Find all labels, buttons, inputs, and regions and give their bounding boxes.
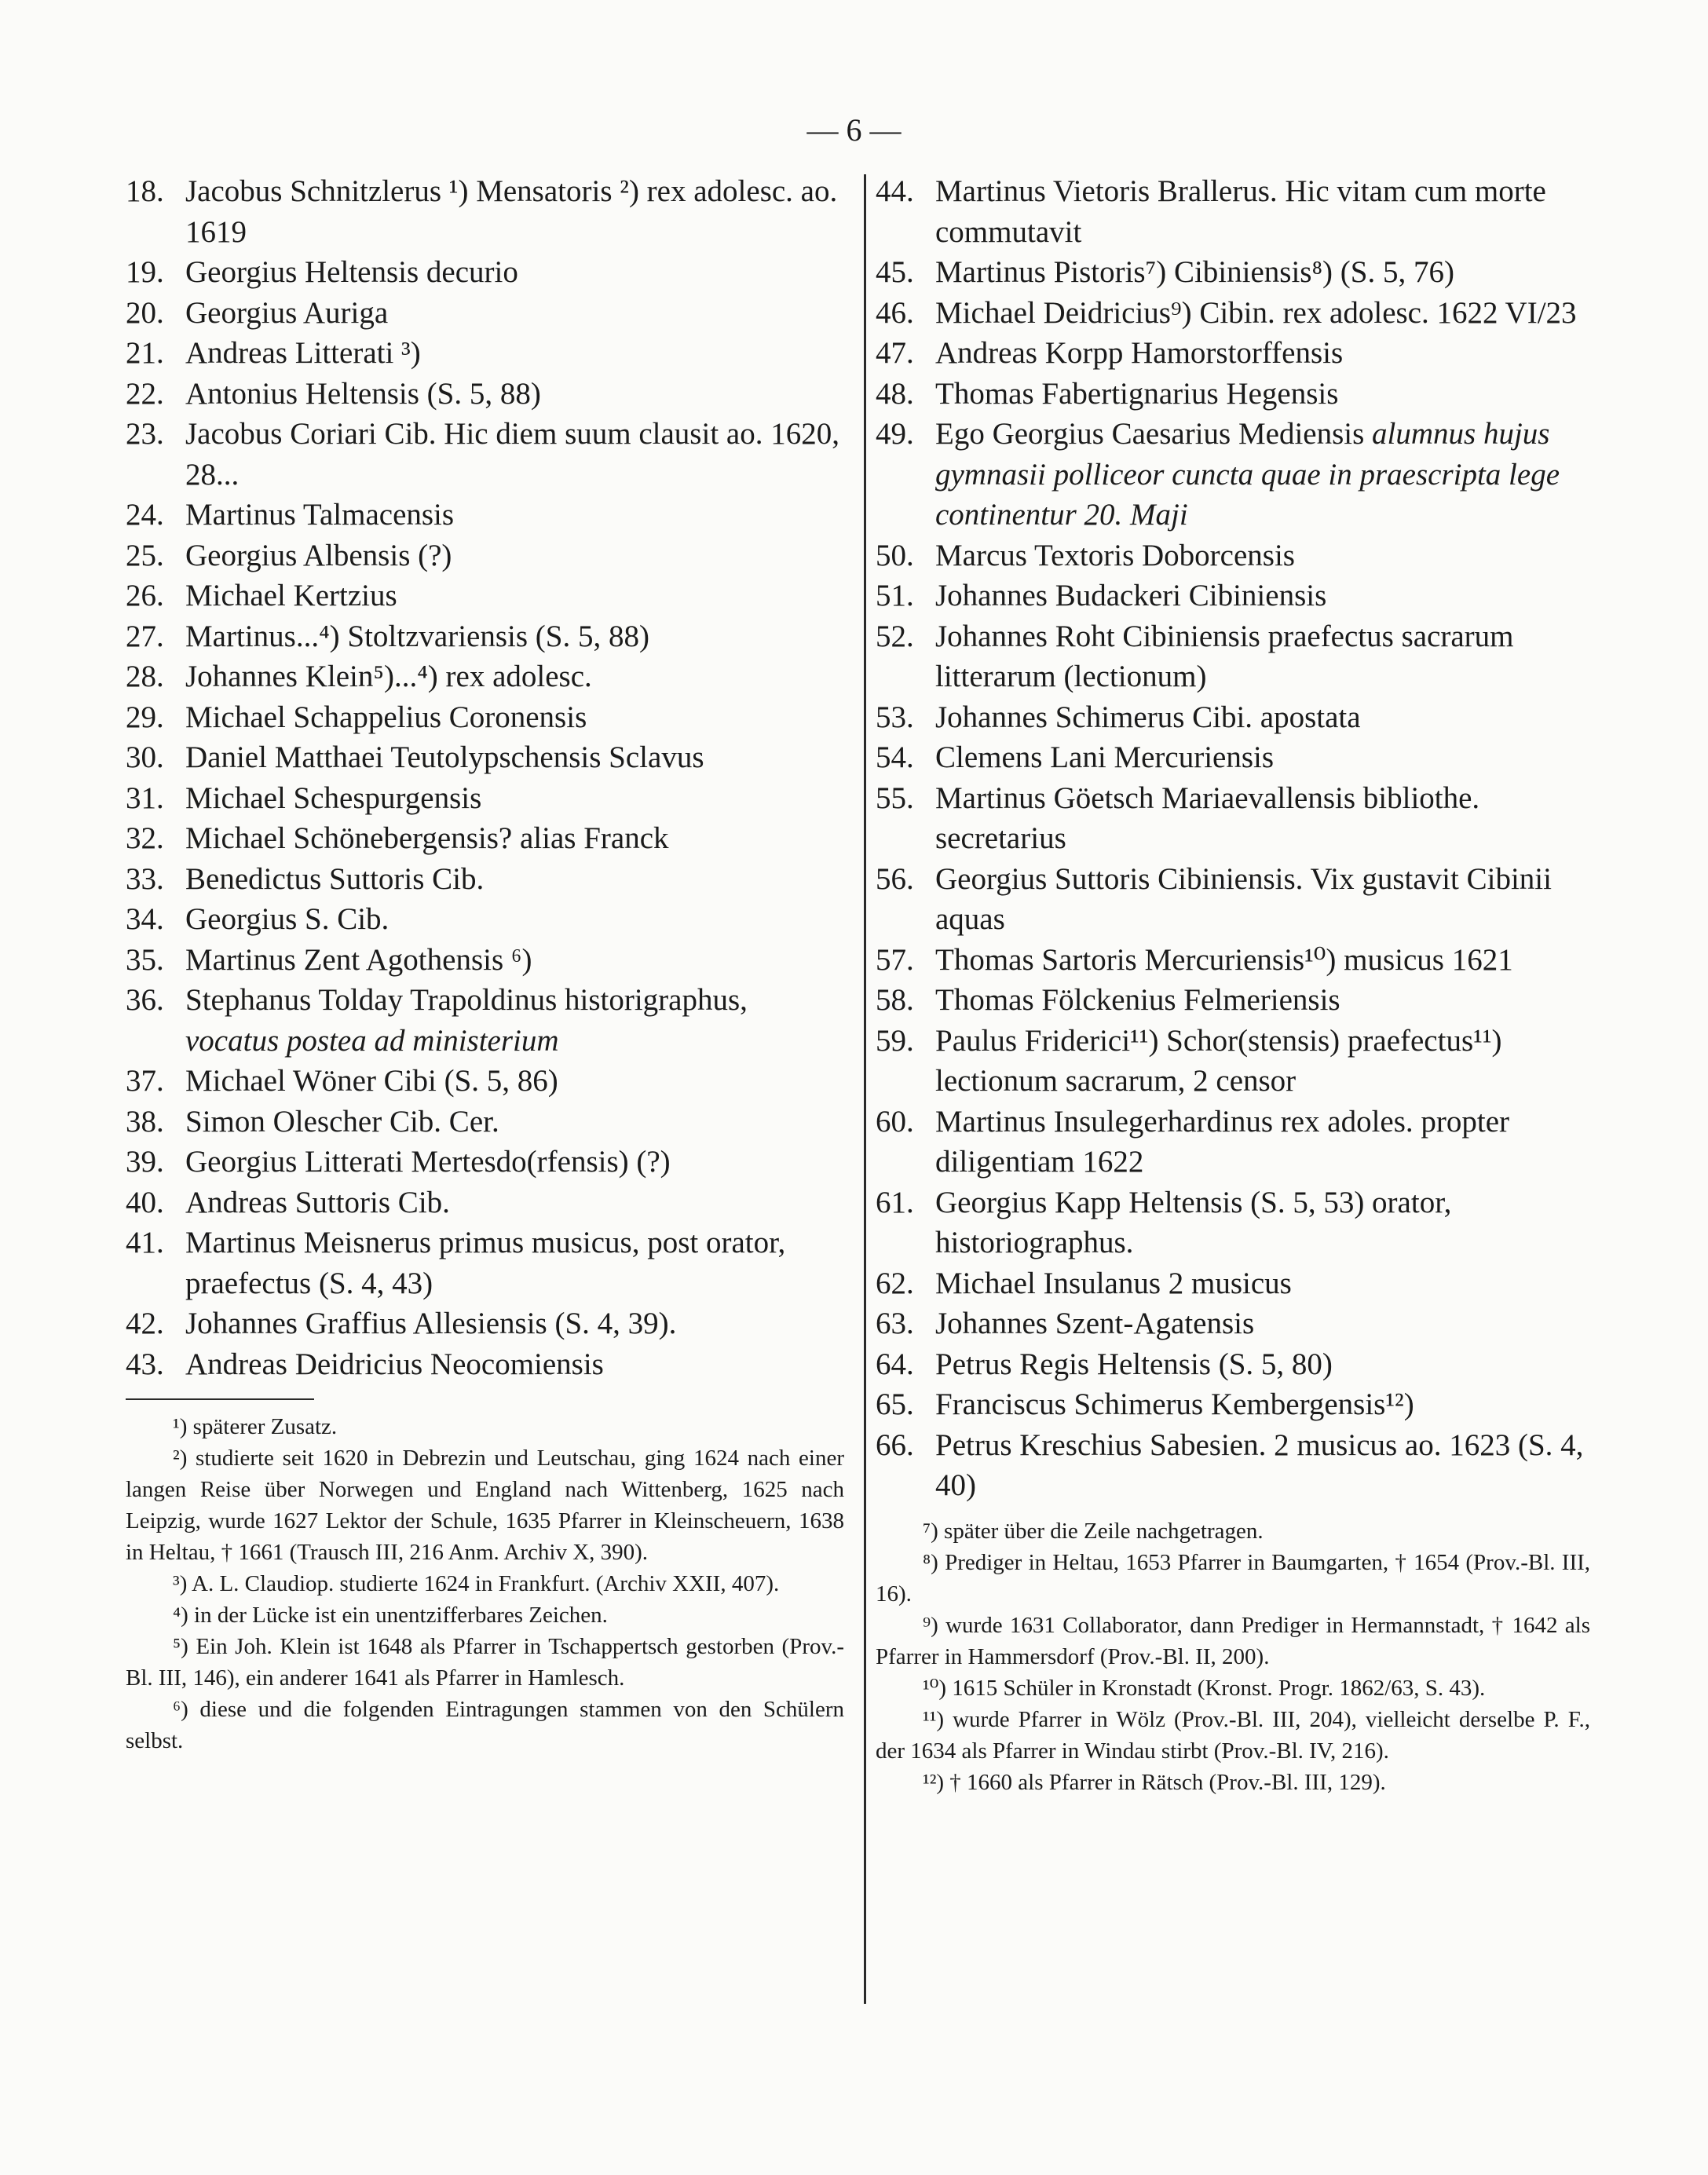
- entry-number: 52.: [876, 619, 914, 653]
- register-entry: [126, 1344, 844, 1385]
- register-entry: [126, 171, 844, 252]
- entry-text: Johannes Budackeri Cibiniensis: [935, 579, 1327, 612]
- entry-number: 43.: [126, 1347, 164, 1381]
- footnote-text: wurde Pfarrer in Wölz (Prov.-Bl. III, 204), vielleicht derselbe P. F., der 1634 als Pfarrer in Windau stirbt (Prov.-Bl. IV, 216).: [876, 1706, 1590, 1764]
- entry-text: Michael Schespurgensis: [185, 780, 482, 815]
- footnote-text: in der Lücke ist ein unentzifferbares Zeichen.: [194, 1603, 608, 1628]
- footnote-mark: ²): [173, 1446, 188, 1471]
- register-entry: [126, 859, 844, 900]
- footnote-mark: ⁹): [923, 1612, 938, 1638]
- footnote: [126, 1568, 844, 1599]
- footnote-text: Prediger in Heltau, 1653 Pfarrer in Baumgarten, † 1654 (Prov.-Bl. III, 16).: [876, 1549, 1591, 1607]
- entry-text: Georgius Auriga: [185, 295, 389, 330]
- footnote-mark: ⁷): [923, 1518, 938, 1544]
- register-entry: [876, 616, 1590, 697]
- register-entry: [876, 1384, 1590, 1425]
- register-entry: [126, 899, 844, 940]
- entry-number: 25.: [126, 538, 164, 572]
- left-footnotes: [126, 1411, 844, 1756]
- entry-text: Georgius Suttoris Cibiniensis. Vix gustavit Cibinii aquas: [935, 861, 1552, 936]
- entry-text: Thomas Fölckenius Felmeriensis: [935, 983, 1340, 1017]
- entry-text: Georgius Albensis (?): [185, 538, 452, 572]
- entry-number: 37.: [126, 1064, 164, 1098]
- entry-text: Georgius Kapp Heltensis (S. 5, 53) orator, historiographus.: [935, 1185, 1452, 1259]
- entry-italic-text: alumnus hujus gymnasii polliceor cuncta quae in praescripta lege continentur 20. Maji: [935, 417, 1560, 532]
- register-entry: [126, 576, 844, 616]
- entry-number: 66.: [876, 1427, 914, 1462]
- entry-text: Stephanus Tolday Trapoldinus historigraphus,: [185, 983, 748, 1017]
- footnote-text: Ein Joh. Klein ist 1648 als Pfarrer in Tschappertsch gestorben (Prov.-Bl. III, 146), ein anderer 1641 als Pfarrer in Hamlesch.: [126, 1634, 844, 1691]
- entry-number: 65.: [876, 1387, 914, 1421]
- entry-text: Benedictus Suttoris Cib.: [185, 861, 485, 896]
- register-entry: [126, 374, 844, 415]
- entry-text: Ego Georgius Caesarius Mediensis: [935, 417, 1365, 451]
- register-entry: [126, 1102, 844, 1142]
- entry-text: Michael Deidricius⁹) Cibin. rex adolesc. 1622 VI/23: [935, 295, 1577, 330]
- entry-number: 24.: [126, 498, 164, 532]
- register-entry: [126, 1142, 844, 1183]
- entry-number: 58.: [876, 983, 914, 1017]
- column-divider: [864, 174, 866, 2004]
- footnote: [126, 1694, 844, 1756]
- entry-number: 59.: [876, 1023, 914, 1058]
- entry-italic-text: vocatus postea ad ministerium: [185, 1023, 559, 1058]
- register-entry: [126, 616, 844, 657]
- entry-number: 26.: [126, 579, 164, 612]
- register-entry: [876, 1344, 1590, 1385]
- entry-number: 47.: [876, 336, 914, 370]
- entry-text: Thomas Fabertignarius Hegensis: [935, 376, 1339, 411]
- footnote: [876, 1547, 1590, 1610]
- register-entry: [876, 1263, 1590, 1304]
- entry-number: 29.: [126, 700, 164, 734]
- register-entry: [876, 333, 1590, 374]
- register-entry: [126, 778, 844, 819]
- register-entry: [876, 778, 1590, 859]
- entry-number: 64.: [876, 1347, 914, 1381]
- register-entry: [126, 1303, 844, 1344]
- footnote-text: später über die Zeile nachgetragen.: [944, 1518, 1264, 1544]
- footnote-mark: ³): [173, 1571, 188, 1596]
- entry-text: Martinus Zent Agothensis ⁶): [185, 942, 532, 977]
- entry-number: 62.: [876, 1266, 914, 1300]
- page-number: — 6 —: [806, 112, 902, 148]
- entry-number: 48.: [876, 376, 914, 411]
- register-entry: [126, 414, 844, 495]
- entry-text: Antonius Heltensis (S. 5, 88): [185, 376, 541, 411]
- entry-number: 35.: [126, 942, 164, 977]
- entry-text: Johannes Szent-Agatensis: [935, 1307, 1255, 1340]
- entry-number: 23.: [126, 417, 164, 451]
- entry-number: 46.: [876, 295, 914, 330]
- register-entry: [126, 818, 844, 859]
- entry-number: 54.: [876, 740, 914, 774]
- entry-text: Clemens Lani Mercuriensis: [935, 740, 1275, 774]
- right-entry-list: [876, 171, 1590, 1506]
- footnote-text: diese und die folgenden Eintragungen stammen von den Schülern selbst.: [126, 1697, 845, 1753]
- register-entry: [126, 1061, 844, 1102]
- footnote-text: späterer Zusatz.: [192, 1414, 338, 1439]
- entry-text: Martinus Pistoris⁷) Cibiniensis⁸) (S. 5, 76): [935, 255, 1454, 289]
- entry-text: Daniel Matthaei Teutolypschensis Sclavus: [185, 740, 704, 774]
- entry-number: 31.: [126, 780, 164, 815]
- register-entry: [126, 293, 844, 334]
- register-entry: [876, 1425, 1590, 1506]
- entry-number: 55.: [876, 780, 914, 815]
- entry-text: Thomas Sartoris Mercuriensis¹⁰) musicus 1621: [935, 942, 1513, 977]
- entry-text: Paulus Friderici¹¹) Schor(stensis) praefectus¹¹) lectionum sacrarum, 2 censor: [935, 1023, 1502, 1098]
- footnote-text: studierte seit 1620 in Debrezin und Leutschau, ging 1624 nach einer langen Reise über Norwegen und England nach Wittenberg, 1625 nach Leipzig, wurde 1627 Lektor der Schule, 1635 Pfarrer in Kleinscheuern, 1638 in Heltau, † 1661 (Trausch III, 216 Anm. Archiv X, 390).: [126, 1446, 845, 1565]
- footnote-mark: ⁶): [173, 1697, 188, 1722]
- footnote-mark: ¹⁰): [923, 1675, 946, 1701]
- entry-text: Martinus Göetsch Mariaevallensis bibliothe. secretarius: [935, 780, 1480, 855]
- entry-number: 33.: [126, 861, 164, 896]
- entry-text: Jacobus Coriari Cib. Hic diem suum clausit ao. 1620, 28...: [185, 417, 839, 492]
- entry-number: 27.: [126, 619, 164, 653]
- register-entry: [876, 1102, 1590, 1183]
- entry-text: Martinus Vietoris Brallerus. Hic vitam cum morte commutavit: [935, 174, 1546, 249]
- register-entry: [126, 940, 844, 981]
- entry-text: Georgius Litterati Mertesdo(rfensis) (?): [185, 1145, 671, 1179]
- entry-number: 50.: [876, 538, 914, 572]
- entry-number: 57.: [876, 942, 914, 977]
- footnote-mark: ⁴): [173, 1603, 188, 1628]
- register-entry: [126, 656, 844, 697]
- register-entry: [876, 374, 1590, 415]
- entry-text: Franciscus Schimerus Kembergensis¹²): [935, 1387, 1414, 1421]
- entry-number: 60.: [876, 1104, 914, 1139]
- entry-text: Johannes Roht Cibiniensis praefectus sacrarum litterarum (lectionum): [935, 619, 1514, 693]
- entry-number: 41.: [126, 1226, 164, 1259]
- entry-number: 32.: [126, 821, 164, 855]
- register-entry: [126, 697, 844, 738]
- entry-text: Petrus Regis Heltensis (S. 5, 80): [935, 1347, 1333, 1381]
- entry-text: Andreas Korpp Hamorstorffensis: [935, 336, 1344, 370]
- footnote: [126, 1442, 844, 1568]
- register-entry: [126, 1223, 844, 1303]
- register-entry: [876, 697, 1590, 738]
- entry-text: Martinus Insulegerhardinus rex adoles. propter diligentiam 1622: [935, 1104, 1510, 1179]
- register-entry: [876, 536, 1590, 576]
- right-column: [876, 171, 1590, 1798]
- register-entry: [876, 980, 1590, 1021]
- entry-number: 21.: [126, 336, 164, 370]
- entry-text: Michael Schönebergensis? alias Franck: [185, 821, 669, 855]
- footnote-mark: ¹²): [923, 1769, 945, 1795]
- register-entry: [126, 495, 844, 536]
- entry-text: Michael Kertzius: [185, 579, 397, 612]
- entry-text: Georgius S. Cib.: [185, 902, 390, 936]
- entry-text: Andreas Deidricius Neocomiensis: [185, 1347, 604, 1381]
- register-entry: [126, 737, 844, 778]
- footnote-text: wurde 1631 Collaborator, dann Prediger in Hermannstadt, † 1642 als Pfarrer in Hammersdorf (Prov.-Bl. II, 200).: [876, 1612, 1590, 1669]
- entry-number: 63.: [876, 1307, 914, 1340]
- footnote: [876, 1672, 1590, 1704]
- entry-number: 34.: [126, 902, 164, 936]
- register-entry: [876, 940, 1590, 981]
- entry-number: 38.: [126, 1104, 164, 1139]
- entry-text: Johannes Klein⁵)...⁴) rex adolesc.: [185, 660, 592, 693]
- entry-number: 45.: [876, 255, 914, 289]
- entry-text: Michael Insulanus 2 musicus: [935, 1266, 1292, 1300]
- register-entry: [876, 252, 1590, 293]
- entry-text: Georgius Heltensis decurio: [185, 255, 518, 289]
- entry-number: 56.: [876, 861, 914, 896]
- footnote-mark: ¹): [173, 1414, 188, 1439]
- footnote-mark: ¹¹): [923, 1706, 945, 1732]
- register-entry: [876, 171, 1590, 252]
- footnote-mark: ⁸): [923, 1549, 938, 1575]
- entry-number: 51.: [876, 579, 914, 612]
- footnote-text: † 1660 als Pfarrer in Rätsch (Prov.-Bl. III, 129).: [949, 1769, 1386, 1795]
- register-entry: [876, 1303, 1590, 1344]
- entry-number: 53.: [876, 700, 914, 734]
- entry-number: 49.: [876, 417, 914, 451]
- entry-text: Johannes Schimerus Cibi. apostata: [935, 700, 1361, 734]
- left-column: [126, 171, 844, 1756]
- entry-number: 19.: [126, 255, 164, 289]
- register-entry: [876, 293, 1590, 334]
- entry-number: 18.: [126, 174, 164, 208]
- entry-text: Jacobus Schnitzlerus ¹) Mensatoris ²) rex adolesc. ao. 1619: [185, 174, 838, 249]
- entry-number: 30.: [126, 740, 164, 774]
- footnote: [876, 1515, 1590, 1547]
- entry-text: Petrus Kreschius Sabesien. 2 musicus ao. 1623 (S. 4, 40): [935, 1427, 1584, 1502]
- entry-number: 39.: [126, 1145, 164, 1179]
- entry-text: Martinus Meisnerus primus musicus, post orator, praefectus (S. 4, 43): [185, 1226, 786, 1300]
- entry-text: Marcus Textoris Doborcensis: [935, 538, 1295, 572]
- footnote-text: 1615 Schüler in Kronstadt (Kronst. Progr. 1862/63, S. 43).: [952, 1675, 1486, 1701]
- register-entry: [876, 859, 1590, 940]
- footnote: [876, 1704, 1590, 1767]
- entry-text: Johannes Graffius Allesiensis (S. 4, 39).: [185, 1307, 677, 1340]
- footnote: [126, 1631, 844, 1694]
- entry-number: 40.: [126, 1185, 164, 1219]
- register-entry: [126, 252, 844, 293]
- entry-number: 42.: [126, 1307, 164, 1340]
- footnote: [126, 1599, 844, 1631]
- register-entry: [126, 333, 844, 374]
- register-entry: [876, 1183, 1590, 1263]
- footnote-rule: [126, 1398, 314, 1400]
- register-entry: [126, 536, 844, 576]
- entry-text: Michael Schappelius Coronensis: [185, 700, 587, 734]
- register-entry: [876, 576, 1590, 616]
- register-entry: [126, 980, 844, 1061]
- entry-text: Michael Wöner Cibi (S. 5, 86): [185, 1064, 558, 1098]
- register-entry: [876, 737, 1590, 778]
- entry-text: Simon Olescher Cib. Cer.: [185, 1104, 499, 1139]
- entry-number: 44.: [876, 174, 914, 208]
- entry-number: 22.: [126, 376, 164, 411]
- footnote-mark: ⁵): [173, 1634, 188, 1659]
- entry-text: Martinus Talmacensis: [185, 498, 455, 532]
- footnote: [126, 1411, 844, 1442]
- entry-number: 20.: [126, 295, 164, 330]
- footnote-text: A. L. Claudiop. studierte 1624 in Frankfurt. (Archiv XXII, 407).: [192, 1571, 780, 1596]
- register-entry: [126, 1183, 844, 1223]
- footnote: [876, 1767, 1590, 1798]
- entry-text: Martinus...⁴) Stoltzvariensis (S. 5, 88): [185, 619, 649, 653]
- entry-number: 61.: [876, 1185, 914, 1219]
- register-entry: [876, 1021, 1590, 1102]
- entry-text: Andreas Litterati ³): [185, 336, 421, 370]
- entry-text: Andreas Suttoris Cib.: [185, 1185, 450, 1219]
- footnote: [876, 1610, 1590, 1672]
- left-entry-list: [126, 171, 844, 1384]
- right-footnotes: [876, 1515, 1590, 1798]
- entry-number: 28.: [126, 660, 164, 693]
- register-entry: [876, 414, 1590, 536]
- entry-number: 36.: [126, 983, 164, 1017]
